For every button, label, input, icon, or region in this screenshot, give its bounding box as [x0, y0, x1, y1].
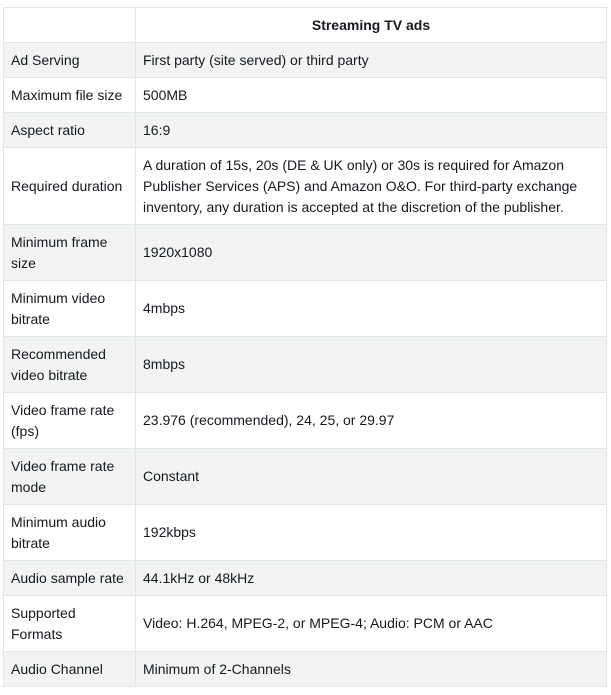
row-label: Aspect ratio: [4, 113, 136, 148]
table-row: [4, 225, 607, 281]
row-label: Minimum audio bitrate: [4, 505, 136, 561]
row-label: Required duration: [4, 148, 136, 225]
row-value: 192kbps: [136, 505, 607, 561]
table-row: [4, 148, 607, 225]
row-label: Minimum video bitrate: [4, 281, 136, 337]
table-row: [4, 652, 607, 687]
table-row: [4, 43, 607, 78]
row-value: Constant: [136, 449, 607, 505]
table-row: [4, 505, 607, 561]
table-row: [4, 113, 607, 148]
row-value: Minimum of 2-Channels: [136, 652, 607, 687]
row-value: 16:9: [136, 113, 607, 148]
table-row: [4, 281, 607, 337]
row-label: Video frame rate mode: [4, 449, 136, 505]
row-value: 1920x1080: [136, 225, 607, 281]
spec-table-container: [3, 7, 606, 687]
table-row: [4, 561, 607, 596]
row-label: Ad Serving: [4, 43, 136, 78]
table-row: [4, 78, 607, 113]
row-label: Audio Channel: [4, 652, 136, 687]
table-row: [4, 337, 607, 393]
row-value: 4mbps: [136, 281, 607, 337]
row-label: Video frame rate (fps): [4, 393, 136, 449]
row-label: Supported Formats: [4, 596, 136, 652]
header-corner-cell: [4, 8, 136, 43]
row-value: 8mbps: [136, 337, 607, 393]
table-row: [4, 393, 607, 449]
row-label: Maximum file size: [4, 78, 136, 113]
row-value: Video: H.264, MPEG-2, or MPEG-4; Audio: PCM or AAC: [136, 596, 607, 652]
table-row: [4, 449, 607, 505]
table-header-row: [4, 8, 607, 43]
row-value: 500MB: [136, 78, 607, 113]
row-label: Recommended video bitrate: [4, 337, 136, 393]
row-value: 44.1kHz or 48kHz: [136, 561, 607, 596]
row-label: Minimum frame size: [4, 225, 136, 281]
row-label: Audio sample rate: [4, 561, 136, 596]
streaming-tv-ads-spec-table: [3, 7, 607, 687]
row-value: A duration of 15s, 20s (DE & UK only) or 30s is required for Amazon Publisher Services (APS) and Amazon O&O. For third-party exchange inventory, any duration is accepted at the discretion of the publisher.: [136, 148, 607, 225]
table-row: [4, 596, 607, 652]
row-value: 23.976 (recommended), 24, 25, or 29.97: [136, 393, 607, 449]
header-column-title: Streaming TV ads: [136, 8, 607, 43]
row-value: First party (site served) or third party: [136, 43, 607, 78]
